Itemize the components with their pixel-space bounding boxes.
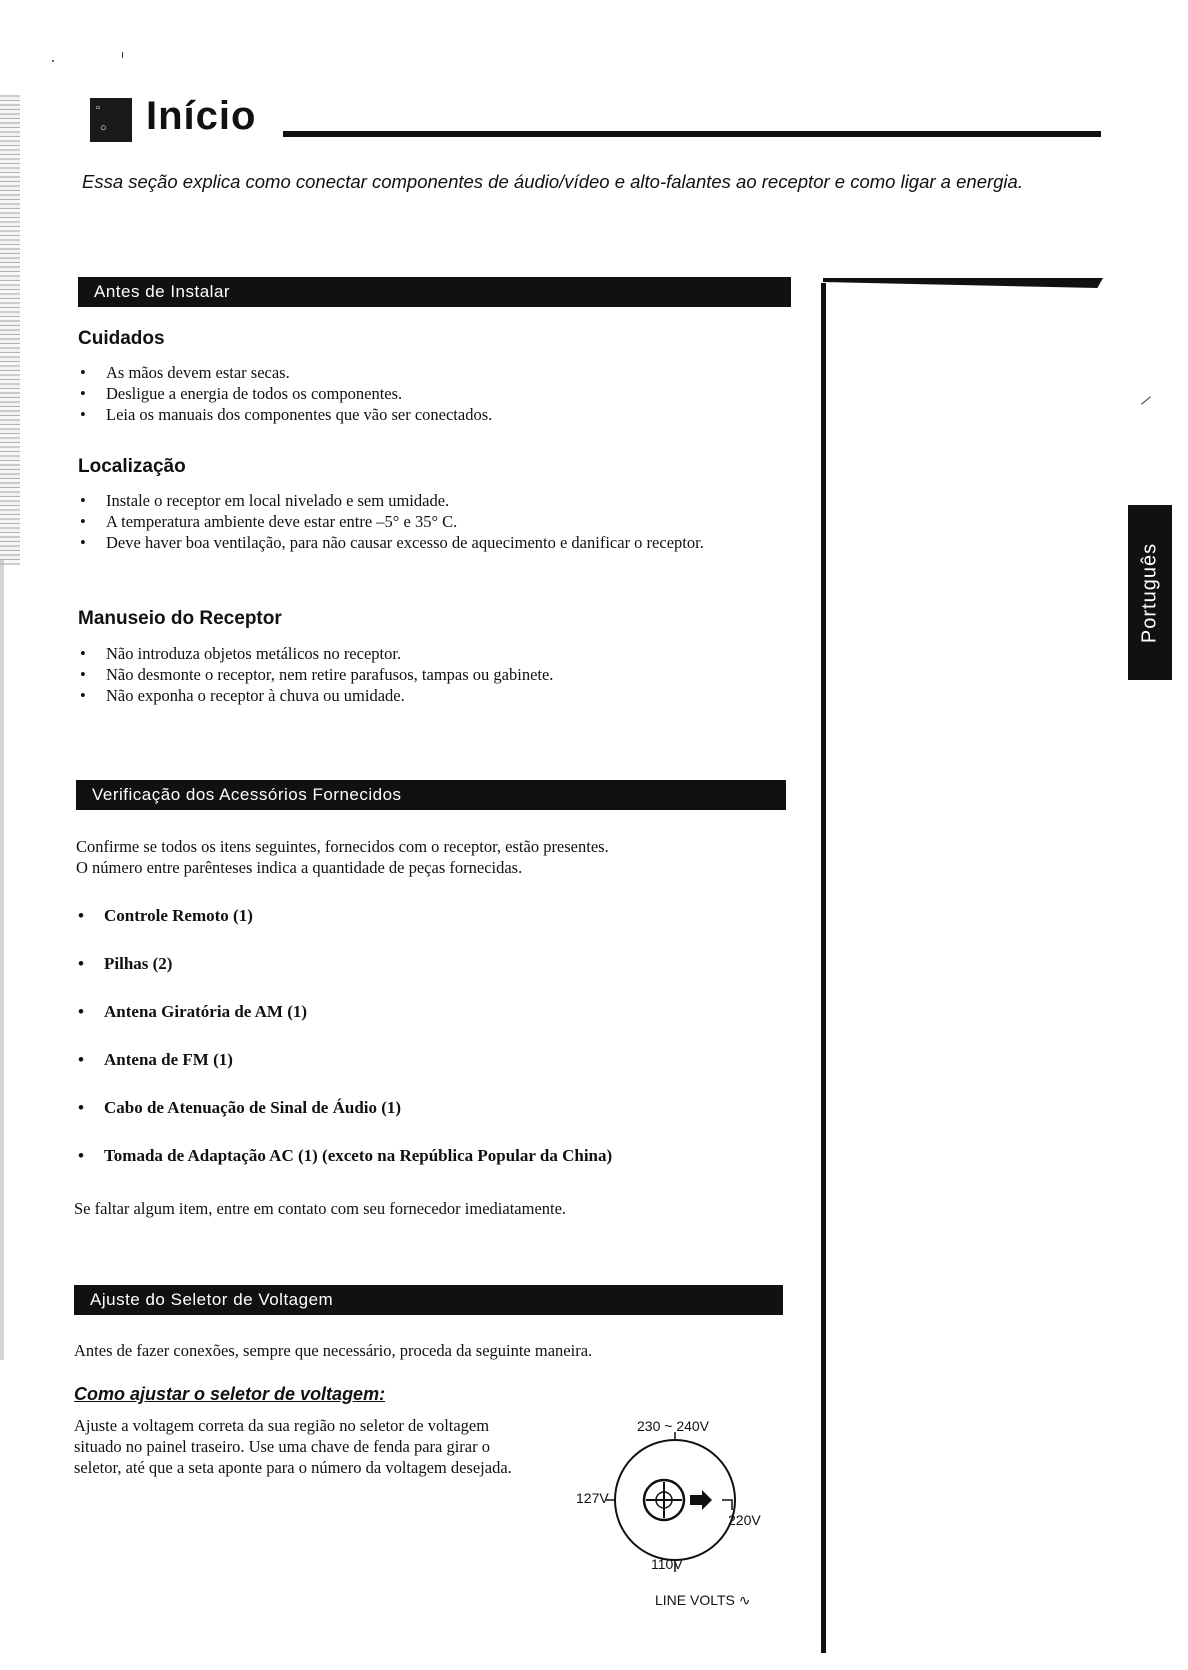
accessories-footer: Se faltar algum item, entre em contato com seu fornecedor imediatamente.	[74, 1199, 567, 1218]
section-bar-accessories: Verificação dos Acessórios Fornecidos	[76, 780, 786, 810]
page-title: Início	[146, 94, 257, 138]
list-manuseio	[78, 643, 798, 706]
label-127v: 127V	[576, 1490, 609, 1506]
title-rule	[283, 131, 1101, 137]
column-top-rule	[823, 278, 1103, 288]
list-localizacao	[78, 490, 778, 553]
accessories-intro-line2: O número entre parênteses indica a quantidade de peças fornecidas.	[76, 858, 523, 877]
list-item: • Não introduza objetos metálicos no receptor.	[78, 643, 798, 664]
list-item: • Tomada de Adaptação AC (1) (exceto na República Popular da China)	[76, 1145, 806, 1166]
scan-speck	[1141, 396, 1151, 404]
title-logo-block: ▫ ○	[90, 98, 132, 142]
section-bar-install: Antes de Instalar	[78, 277, 791, 307]
scan-speck	[122, 52, 123, 58]
list-item: • Desligue a energia de todos os componentes.	[78, 383, 778, 404]
list-item: • Leia os manuais dos componentes que vão ser conectados.	[78, 404, 778, 425]
list-accessories	[76, 905, 806, 1193]
ac-wave-icon: ∿	[734, 1592, 751, 1608]
scan-edge-artifact	[0, 95, 20, 565]
list-item: • Não exponha o receptor à chuva ou umidade.	[78, 685, 798, 706]
arrow-icon	[690, 1490, 712, 1510]
voltage-subheading: Como ajustar o seletor de voltagem:	[74, 1384, 386, 1404]
list-item: • Antena de FM (1)	[76, 1049, 806, 1070]
list-item: • Deve haver boa ventilação, para não causar excesso de aquecimento e danificar o receptor.	[78, 532, 778, 553]
section-bar-voltage: Ajuste do Seletor de Voltagem	[74, 1285, 783, 1315]
page-intro: Essa seção explica como conectar componentes de áudio/vídeo e alto-falantes ao receptor e como ligar a energia.	[82, 171, 1023, 192]
accessories-intro-line1: Confirme se todos os itens seguintes, fornecidos com o receptor, estão presentes.	[76, 837, 609, 856]
label-110v: 110V	[651, 1556, 683, 1572]
list-item: • Antena Giratória de AM (1)	[76, 1001, 806, 1022]
language-tab-label: Português	[1138, 542, 1161, 643]
list-cuidados	[78, 362, 778, 425]
list-item: • A temperatura ambiente deve estar entre –5° e 35° C.	[78, 511, 778, 532]
heading-manuseio: Manuseio do Receptor	[78, 608, 282, 629]
heading-cuidados: Cuidados	[78, 328, 165, 349]
column-divider	[821, 283, 826, 1653]
list-item: • Cabo de Atenuação de Sinal de Áudio (1)	[76, 1097, 806, 1118]
label-220v: 220V	[728, 1512, 761, 1528]
voltage-intro: Antes de fazer conexões, sempre que necessário, proceda da seguinte maneira.	[74, 1341, 593, 1360]
list-item: • Não desmonte o receptor, nem retire parafusos, tampas ou gabinete.	[78, 664, 798, 685]
scan-speck	[52, 60, 54, 62]
list-item: • Pilhas (2)	[76, 953, 806, 974]
voltage-body: Ajuste a voltagem correta da sua região no seletor de voltagem situado no painel traseiro. Use uma chave de fenda para girar o seletor, até que a seta aponte para o número da voltagem desejada.	[74, 1416, 512, 1477]
label-230-240v: 230 ~ 240V	[637, 1418, 710, 1434]
list-item: • As mãos devem estar secas.	[78, 362, 778, 383]
list-item: • Controle Remoto (1)	[76, 905, 806, 926]
list-item: • Instale o receptor em local nivelado e sem umidade.	[78, 490, 778, 511]
label-line-volts: LINE VOLTS ∿	[655, 1592, 751, 1608]
heading-localizacao: Localização	[78, 456, 186, 477]
scan-edge-artifact	[0, 560, 4, 1360]
language-tab[interactable]	[1128, 505, 1172, 680]
